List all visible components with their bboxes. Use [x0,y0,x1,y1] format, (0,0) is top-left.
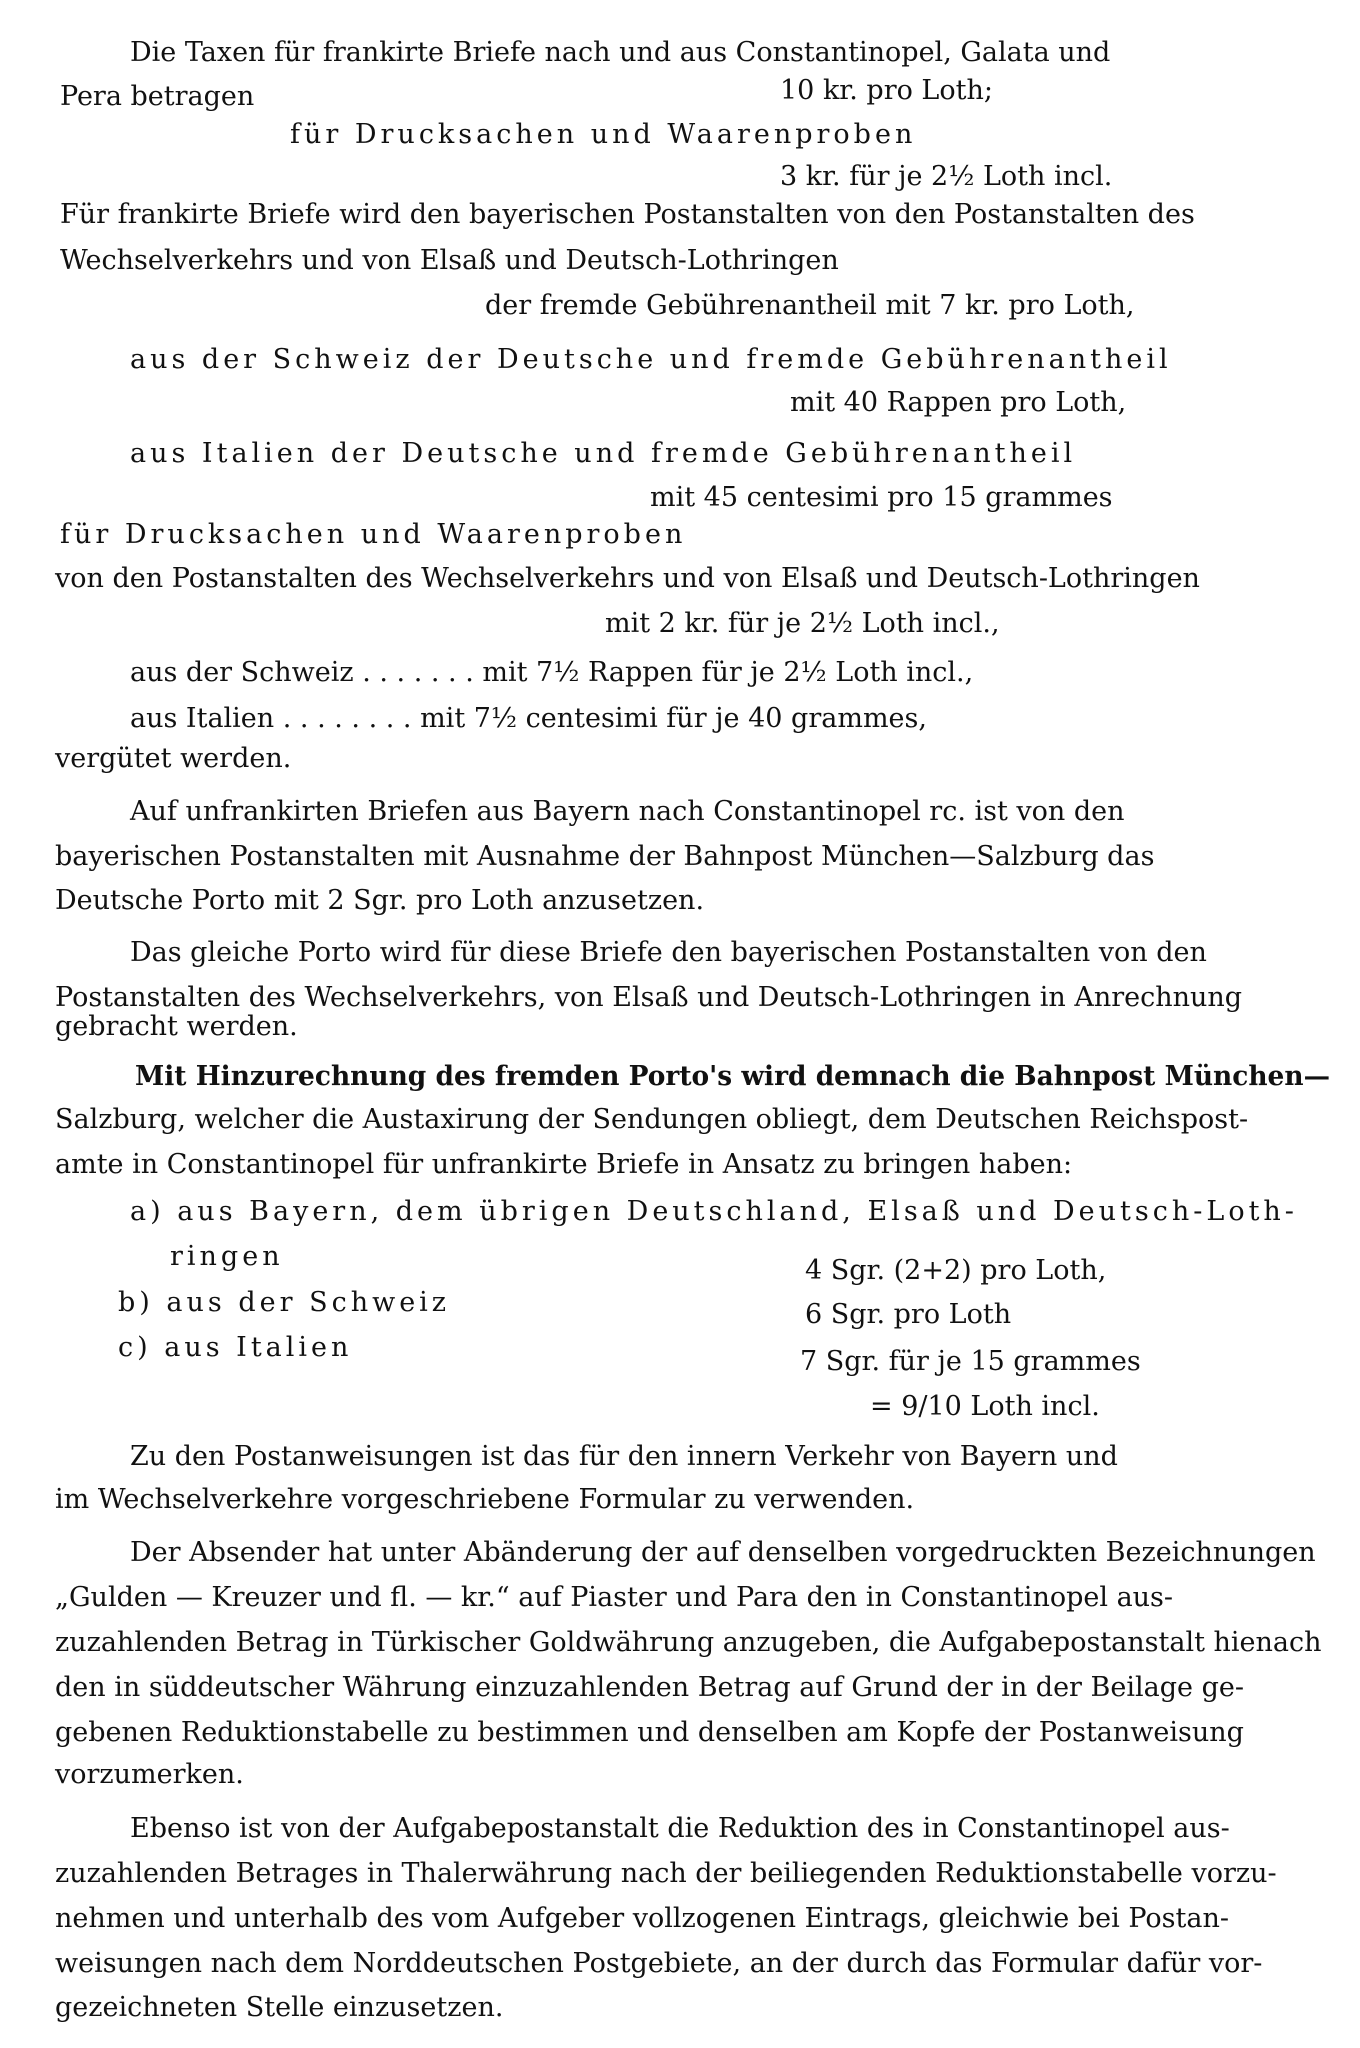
text-line: von den Postanstalten des Wechselverkehrs und von Elsaß und Deutsch-Lothringen [55,563,1200,594]
text-line: b) aus der Schweiz [118,1287,451,1318]
text-line: = 9/10 Loth incl. [870,1391,1100,1422]
text-line: mit 2 kr. für je 2½ Loth incl., [605,608,1000,639]
text-line: zuzahlenden Betrages in Thalerwährung nach der beiliegenden Reduktionstabelle vorzu- [55,1858,1277,1889]
text-line: amte in Constantinopel für unfrankirte Briefe in Ansatz zu bringen haben: [55,1149,1073,1180]
text-line: im Wechselverkehre vorgeschriebene Formular zu verwenden. [55,1484,915,1515]
text-line: Postanstalten des Wechselverkehrs, von Elsaß und Deutsch-Lothringen in Anrechnung [55,982,1243,1013]
text-line: zuzahlenden Betrag in Türkischer Goldwährung anzugeben, die Aufgabepostanstalt hienach [55,1627,1322,1658]
text-line: c) aus Italien [118,1332,353,1363]
text-line: gebenen Reduktionstabelle zu bestimmen und denselben am Kopfe der Postanweisung [55,1717,1244,1748]
text-line: „Gulden — Kreuzer und fl. — kr.“ auf Piaster und Para den in Constantinopel aus- [55,1582,1174,1613]
text-line: aus der Schweiz der Deutsche und fremde Gebührenantheil [130,344,1172,375]
text-line: Ebenso ist von der Aufgabepostanstalt die Reduktion des in Constantinopel aus- [130,1813,1230,1844]
text-line: weisungen nach dem Norddeutschen Postgebiete, an der durch das Formular dafür vor- [55,1948,1263,1979]
text-line: aus der Schweiz . . . . . . . mit 7½ Rappen für je 2½ Loth incl., [130,657,974,688]
text-line: mit 40 Rappen pro Loth, [790,387,1127,418]
text-line: gebracht werden. [55,1011,298,1042]
text-line: nehmen und unterhalb des vom Aufgeber vollzogenen Eintrags, gleichwie bei Postan- [55,1903,1229,1934]
text-line: aus Italien . . . . . . . . mit 7½ centesimi für je 40 grammes, [130,703,927,734]
text-line: den in süddeutscher Währung einzuzahlenden Betrag auf Grund der in der Beilage ge- [55,1672,1244,1703]
text-line: der fremde Gebührenantheil mit 7 kr. pro Loth, [485,290,1135,321]
text-line: Auf unfrankirten Briefen aus Bayern nach Constantinopel rc. ist von den [130,796,1125,827]
text-line: für Drucksachen und Waarenproben [290,119,917,150]
text-line: Deutsche Porto mit 2 Sgr. pro Loth anzusetzen. [55,885,705,916]
text-line: vorzumerken. [55,1759,244,1790]
text-line: gezeichneten Stelle einzusetzen. [55,1992,504,2023]
text-line: Die Taxen für frankirte Briefe nach und aus Constantinopel, Galata und [130,37,1111,68]
text-line: 3 kr. für je 2½ Loth incl. [780,161,1113,192]
text-line: a) aus Bayern, dem übrigen Deutschland, Elsaß und Deutsch-Loth- [130,1196,1298,1227]
text-line: Der Absender hat unter Abänderung der auf denselben vorgedruckten Bezeichnungen [130,1537,1316,1568]
text-line: für Drucksachen und Waarenproben [60,519,687,550]
text-line: 7 Sgr. für je 15 grammes [800,1346,1141,1377]
text-line: bayerischen Postanstalten mit Ausnahme der Bahnpost München—Salzburg das [55,841,1155,872]
text-line: ringen [170,1241,284,1272]
text-line: Pera betragen [60,81,255,112]
text-line: aus Italien der Deutsche und fremde Gebührenantheil [130,438,1077,469]
text-line: Für frankirte Briefe wird den bayerischen Postanstalten von den Postanstalten des [60,199,1195,230]
text-line: mit 45 centesimi pro 15 grammes [650,482,1113,513]
text-line: Salzburg, welcher die Austaxirung der Sendungen obliegt, dem Deutschen Reichspost- [55,1104,1249,1135]
text-line: Zu den Postanweisungen ist das für den innern Verkehr von Bayern und [130,1441,1118,1472]
text-line: Das gleiche Porto wird für diese Briefe den bayerischen Postanstalten von den [130,937,1207,968]
text-line: 6 Sgr. pro Loth [805,1299,1012,1330]
text-line: Mit Hinzurechnung des fremden Porto's wird demnach die Bahnpost München— [135,1061,1331,1092]
text-line: vergütet werden. [55,743,292,774]
text-line: 10 kr. pro Loth; [780,75,993,106]
text-line: Wechselverkehrs und von Elsaß und Deutsch-Lothringen [60,245,839,276]
text-line: 4 Sgr. (2+2) pro Loth, [805,1255,1107,1286]
